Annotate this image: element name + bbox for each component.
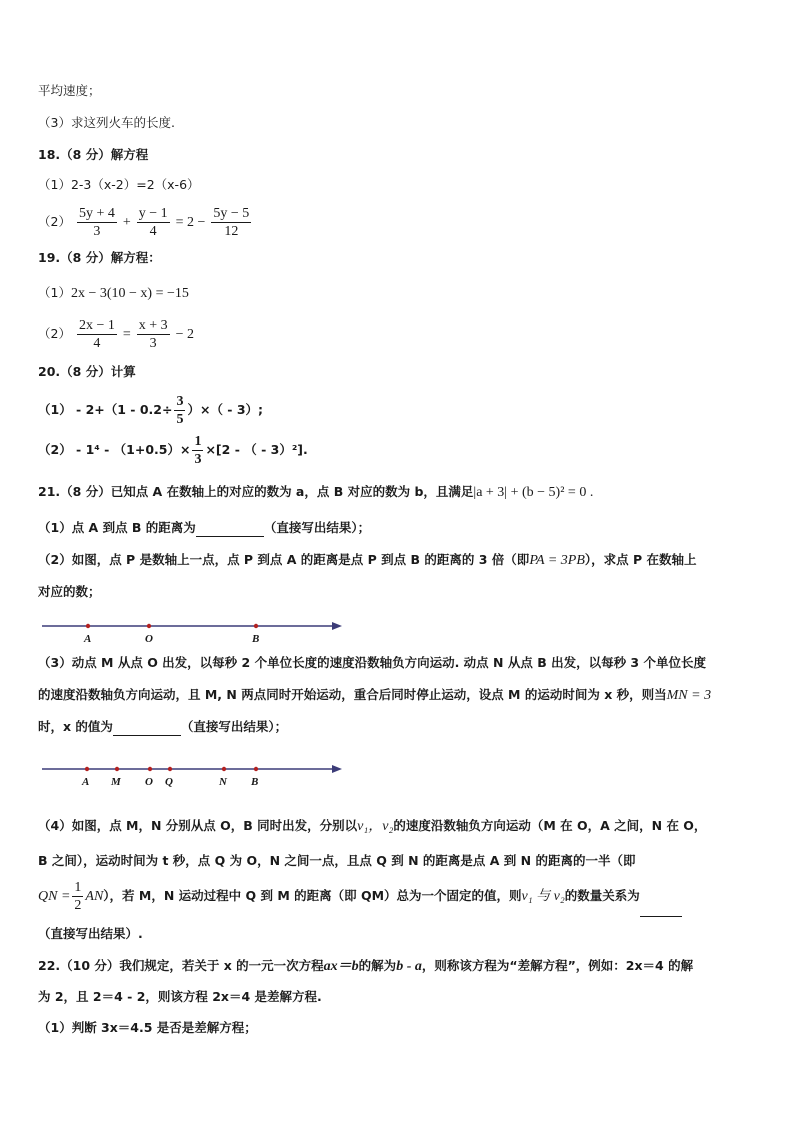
label-N: N <box>219 776 227 788</box>
q21-part3-end <box>38 718 287 736</box>
number-line-1 <box>38 615 348 645</box>
equation: |a + 3| + (b − 5)² = 0 . <box>473 485 594 500</box>
q-text: 的速度沿数轴负方向运动，且 M, N 两点同时开始运动，重合后同时停止运动，设点 M 的运动时间为 x 秒，则当 <box>38 687 667 702</box>
q-text: （直接写出结果）； <box>263 520 371 535</box>
q21-part3-cont <box>38 686 711 705</box>
question-22-heading <box>38 957 693 976</box>
operator: − 2 <box>175 327 195 342</box>
q21-part4-cont2 <box>38 876 682 917</box>
fraction: $\frac{1}{3}$ <box>194 434 202 467</box>
q19-part1 <box>38 284 189 303</box>
velocity-symbols: v₁ 与 v₂ <box>521 889 565 904</box>
expr-text: （1） - 2+（1 - 0.2÷ <box>38 402 173 417</box>
question-21-heading <box>38 483 593 502</box>
axis-arrow <box>332 622 342 630</box>
fraction: $\frac{1}{2}$ <box>74 880 82 913</box>
answer-blank <box>196 524 264 537</box>
operator: = <box>122 327 131 342</box>
q-text: （2）如图，点 P 是数轴上一点，点 P 到点 A 的距离是点 P 到点 B 的距离的 3 倍（即 <box>38 552 530 567</box>
equation: PA = 3PB <box>529 553 585 568</box>
q19-part2 <box>38 316 194 353</box>
equation: ax＝b <box>323 959 359 974</box>
label-O: O <box>145 633 153 645</box>
point-A <box>86 624 90 628</box>
label-A: A <box>84 633 92 645</box>
label-B: B <box>252 633 260 645</box>
equation: b - a <box>396 959 422 974</box>
q-text: ），若 M，N 运动过程中 Q 到 M 的距离（即 QM）总为一个固定的值，则 <box>103 888 522 903</box>
point-N <box>222 767 226 771</box>
answer-blank <box>640 904 682 917</box>
operator: + <box>122 215 131 230</box>
question-18-heading: 18.（8 分）解方程 <box>38 147 149 162</box>
q-text: （直接写出结果）； <box>180 719 288 734</box>
label-M: M <box>111 776 121 788</box>
point-O <box>147 624 151 628</box>
q21-part2-cont: 对应的数； <box>38 584 101 599</box>
label-O: O <box>145 776 153 788</box>
point-Q <box>168 767 172 771</box>
point-A <box>85 767 89 771</box>
question-19-heading: 19.（8 分）解方程： <box>38 250 161 265</box>
point-O <box>148 767 152 771</box>
equation: MN = 3 <box>666 688 712 703</box>
label-B: B <box>251 776 259 788</box>
fraction: $\frac{y - 1}{4}$ <box>138 206 168 239</box>
q20-part2 <box>38 432 308 468</box>
text-line: 平均速度； <box>38 83 101 98</box>
q22-line2: 为 2，且 2＝4 - 2，则该方程 2x＝4 是差解方程. <box>38 989 322 1004</box>
expr-text: ）×（ - 3）; <box>187 402 264 417</box>
point-M <box>115 767 119 771</box>
number-line-2 <box>38 758 348 788</box>
q21-part2 <box>38 551 697 570</box>
expr-text: （2） - 1⁴ - （1+0.5）× <box>38 442 191 457</box>
q-text: （1）点 A 到点 B 的距离为 <box>38 520 196 535</box>
heading-text: ，则称该方程为“差解方程”，例如：2x＝4 的解 <box>421 958 694 973</box>
fraction: $\frac{2x - 1}{4}$ <box>78 318 115 351</box>
q-text: （4）如图，点 M，N 分别从点 O，B 同时出发，分别以 <box>38 818 358 833</box>
equation: AN <box>85 889 104 904</box>
q21-part4 <box>38 817 706 836</box>
q-text: 时，x 的值为 <box>38 719 113 734</box>
axis-arrow <box>332 765 342 773</box>
point-B <box>254 624 258 628</box>
part-label: （2） <box>38 326 71 341</box>
expr-text: ×[2 - （ - 3）²]. <box>205 442 308 457</box>
fraction: $\frac{5y + 4}{3}$ <box>78 206 115 239</box>
q-text: ），求点 P 在数轴上 <box>584 552 697 567</box>
q21-part4-end: （直接写出结果）. <box>38 926 143 941</box>
text-line: （3）求这列火车的长度. <box>38 115 175 130</box>
q21-part4-cont: B 之间），运动时间为 t 秒，点 Q 为 O，N 之间一点，且点 Q 到 N 的距离是点 A 到 N 的距离的一半（即 <box>38 853 636 868</box>
heading-text: 的解为 <box>358 958 397 973</box>
q20-part1 <box>38 392 263 428</box>
q21-part1 <box>38 519 370 537</box>
question-20-heading: 20.（8 分）计算 <box>38 364 136 379</box>
label-Q: Q <box>165 776 173 788</box>
q-text: 的数量关系为 <box>564 888 640 903</box>
point-B <box>254 767 258 771</box>
operator: = 2 − <box>175 215 206 230</box>
fraction: $\frac{x + 3}{3}$ <box>138 318 168 351</box>
fraction: $\frac{5y - 5}{12}$ <box>213 206 250 239</box>
heading-text: 22.（10 分）我们规定，若关于 x 的一元一次方程 <box>38 958 324 973</box>
q18-part1: （1）2-3（x-2）=2（x-6） <box>38 177 200 192</box>
fraction: $\frac{3}{5}$ <box>176 394 184 427</box>
part-label: （1） <box>38 285 71 300</box>
q18-part2 <box>38 204 253 241</box>
q21-part3: （3）动点 M 从点 O 出发，以每秒 2 个单位长度的速度沿数轴负方向运动. 动点 N 从点 B 出发，以每秒 3 个单位长度 <box>38 655 706 670</box>
equation: QN = <box>38 889 71 904</box>
equation: 2x − 3(10 − x) = −15 <box>70 286 189 301</box>
velocity-symbols: v₁，v₂ <box>357 819 394 834</box>
answer-blank <box>113 723 181 736</box>
q22-part1: （1）判断 3x＝4.5 是否是差解方程； <box>38 1020 257 1035</box>
q-text: 的速度沿数轴负方向运动（M 在 O，A 之间，N 在 O， <box>393 818 707 833</box>
part-label: （2） <box>38 214 71 229</box>
heading-text: 21.（8 分）已知点 A 在数轴上的对应的数为 a，点 B 对应的数为 b，且满足 <box>38 484 474 499</box>
label-A: A <box>82 776 90 788</box>
